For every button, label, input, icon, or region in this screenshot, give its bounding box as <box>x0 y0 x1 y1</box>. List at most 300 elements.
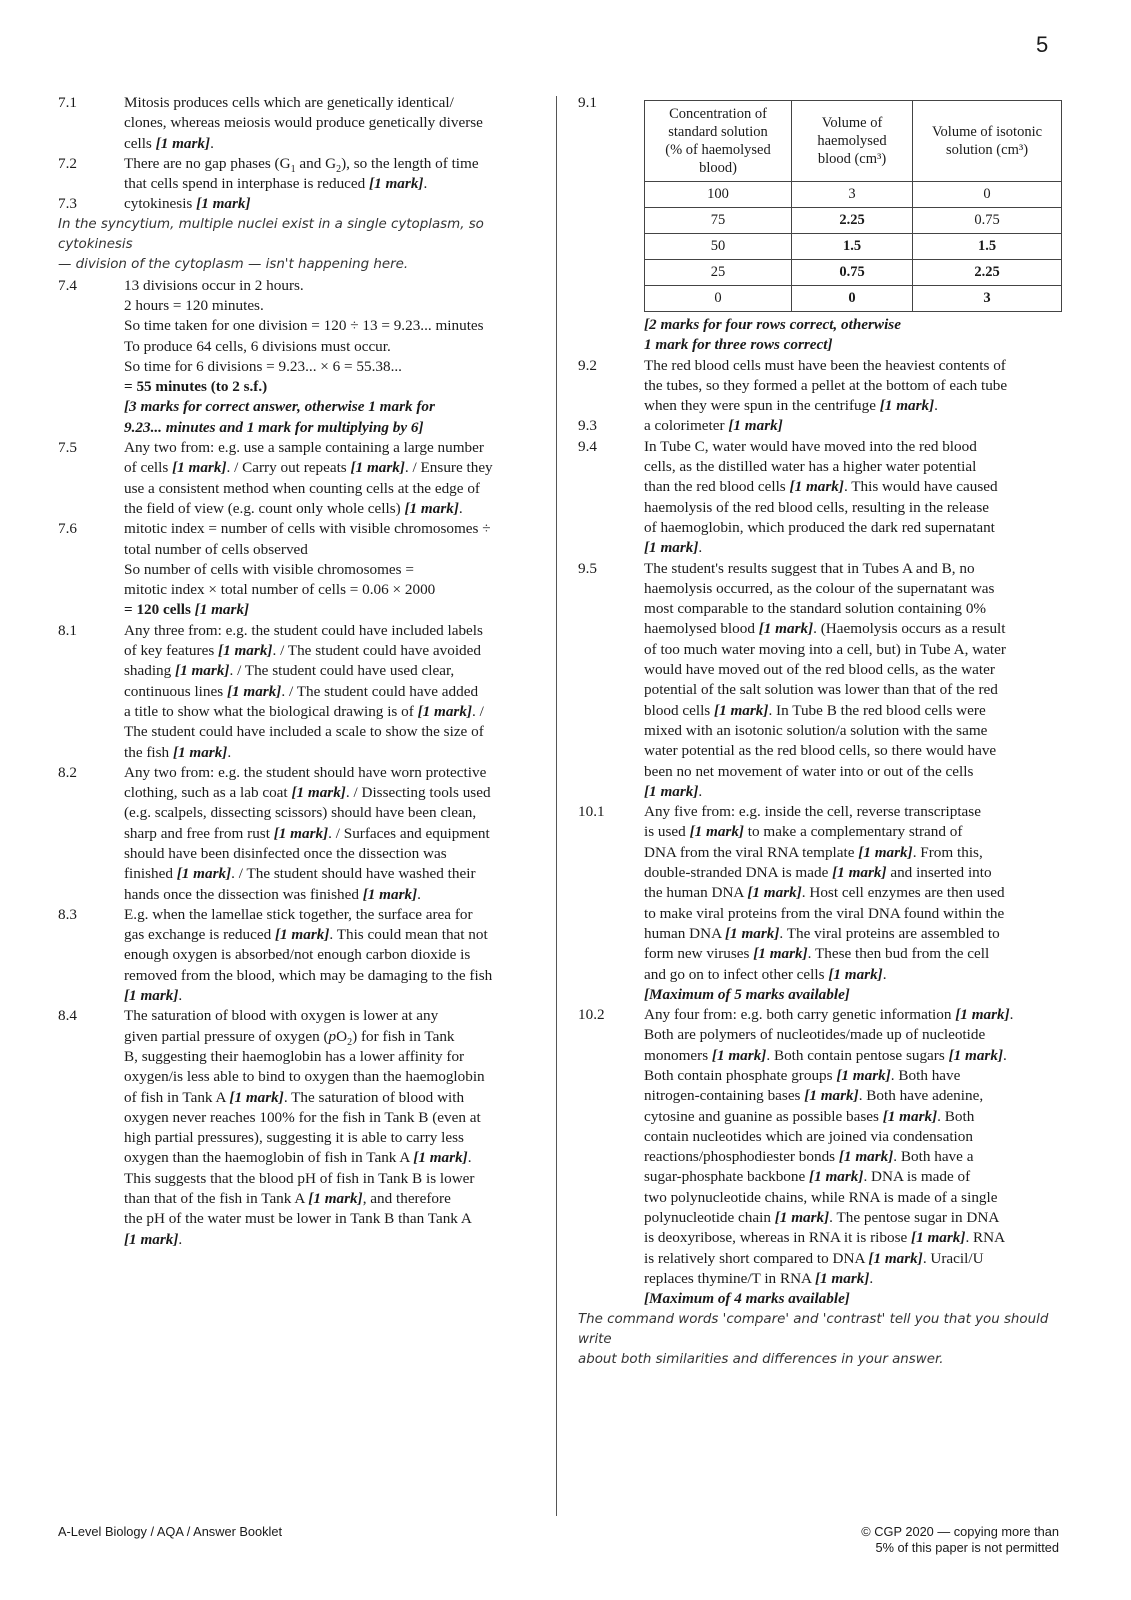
table-cell: 1.5 <box>792 234 913 260</box>
answer-line <box>644 498 1078 518</box>
answer-line <box>644 863 1078 883</box>
answer-body <box>124 276 540 438</box>
answer-body <box>124 905 540 1006</box>
answer-text: The student could have included a scale to show the size of <box>124 723 484 741</box>
table-cell: 0.75 <box>792 260 913 286</box>
answer-text: E.g. when the lamellae stick together, the surface area for <box>124 905 473 923</box>
answer-text: . / The student could have avoided <box>272 642 481 660</box>
answer-text: shading <box>124 662 176 680</box>
answer-line <box>124 296 540 316</box>
mark-allocation: [1 mark] <box>404 499 459 517</box>
answer-line <box>644 762 1078 782</box>
header-line: Volume of isotonic <box>931 124 1043 140</box>
answer-item <box>58 438 540 519</box>
answer-item <box>58 763 540 905</box>
answer-text: . / The student could have used clear, <box>229 662 455 680</box>
column-header <box>645 101 792 182</box>
mark-allocation: [1 mark] <box>417 702 472 720</box>
answer-text: . DNA is made of <box>863 1168 971 1186</box>
mark-allocation: [1 mark] <box>868 1249 923 1267</box>
mark-allocation: 9.23... minutes and 1 mark for multiplying by 6] <box>124 418 424 436</box>
answer-line <box>124 641 540 661</box>
answer-text: To produce 64 cells, 6 divisions must occur. <box>124 337 391 355</box>
note-line: about both similarities and differences in your answer. <box>578 1352 944 1368</box>
table-row <box>645 234 1062 260</box>
answer-text: . <box>417 885 421 903</box>
mark-allocation: [1 mark] <box>155 134 211 152</box>
answer-text: that cells spend in interphase is reduced <box>124 175 370 193</box>
question-number: 9.3 <box>578 417 597 435</box>
final-answer: = 55 minutes (to 2 s.f.) <box>124 378 268 396</box>
answer-text: cytosine and guanine as possible bases <box>644 1107 883 1125</box>
mark-allocation: 1 mark for three rows correct] <box>644 336 833 354</box>
mark-allocation: [1 mark] <box>774 1209 830 1227</box>
answer-text: hands once the dissection was finished <box>124 885 363 903</box>
answer-line <box>644 1249 1078 1269</box>
answer-body <box>124 763 540 905</box>
question-number: 10.1 <box>578 803 605 821</box>
answer-text: blood cells <box>644 701 715 719</box>
answer-line <box>124 864 540 884</box>
answer-text: . (Haemolysis occurs as a result <box>813 620 1006 638</box>
answer-line <box>124 1148 540 1168</box>
page-number: 5 <box>1036 32 1049 57</box>
answer-text: the tubes, so they formed a pellet at the bottom of each tube <box>644 376 1008 394</box>
answer-item <box>58 621 540 763</box>
answer-line <box>124 276 540 296</box>
question-number: 7.3 <box>58 195 77 213</box>
answer-line <box>644 1127 1078 1147</box>
answer-line <box>644 802 1078 822</box>
answer-body <box>644 559 1078 803</box>
question-number: 8.1 <box>58 621 77 639</box>
mark-allocation: [1 mark] <box>172 743 228 761</box>
answer-line <box>124 621 540 641</box>
answer-line <box>124 194 540 214</box>
answer-line <box>124 418 540 438</box>
answer-line <box>124 702 540 722</box>
table-row <box>645 286 1062 312</box>
answer-body <box>124 1006 540 1250</box>
answer-text: mixed with an isotonic solution/a solution with the same <box>644 721 988 739</box>
answer-text: ), so the length of time <box>341 154 479 172</box>
answer-line <box>124 1189 540 1209</box>
answer-text: the fish <box>124 743 173 761</box>
answer-line <box>644 437 1078 457</box>
header-line: (% of haemolysed <box>665 142 771 158</box>
mark-allocation: [1 mark] <box>413 1149 468 1167</box>
answer-text: two polynucleotide chains, while RNA is made of a single <box>644 1188 998 1206</box>
table-cell: 0 <box>645 286 792 312</box>
answer-line <box>644 1005 1078 1025</box>
answer-text: . This could mean that not <box>329 926 488 944</box>
column-divider <box>556 96 557 1516</box>
answer-line <box>644 538 1078 558</box>
answer-line <box>644 579 1078 599</box>
answer-line <box>124 174 540 194</box>
note-line: In the syncytium, multiple nuclei exist in a single cytoplasm, so cytokinesis <box>58 216 484 253</box>
answer-text: Both are polymers of nucleotides/made up of nucleotide <box>644 1026 986 1044</box>
mark-allocation: [1 mark] <box>226 682 282 700</box>
mark-allocation: [1 mark] <box>124 1230 179 1248</box>
answer-line <box>124 316 540 336</box>
answer-text: . <box>1009 1006 1014 1024</box>
answer-line <box>644 1228 1078 1248</box>
answer-line <box>644 822 1078 842</box>
answer-text: . <box>178 987 183 1005</box>
table-cell: 3 <box>792 182 913 208</box>
question-number: 10.2 <box>578 1006 605 1024</box>
answer-line <box>124 499 540 519</box>
answer-line <box>124 1230 540 1250</box>
answer-text: Any two from: e.g. use a sample containing a large number <box>124 439 484 457</box>
answer-line <box>644 619 1078 639</box>
answer-item <box>578 416 1078 436</box>
mark-allocation: [1 mark] <box>644 539 699 557</box>
answer-line <box>124 1047 540 1067</box>
answer-text: cells <box>124 134 156 152</box>
answer-item <box>578 93 1078 356</box>
answer-text: form new viruses <box>644 945 754 963</box>
table-cell: 25 <box>645 260 792 286</box>
answer-text: gas exchange is reduced <box>124 926 275 944</box>
answer-text: Mitosis produces cells which are genetically identical/ <box>124 94 454 111</box>
answer-line <box>644 721 1078 741</box>
answer-text: So time for 6 divisions = 9.23... × 6 = 55.38... <box>124 357 402 375</box>
answer-text: . / The student could have added <box>281 682 479 700</box>
answer-line <box>124 885 540 905</box>
answer-text: the field of view (e.g. count only whole cells) <box>124 499 405 517</box>
answer-line <box>124 844 540 864</box>
mark-allocation: [1 mark] <box>172 459 227 477</box>
answer-line <box>124 337 540 357</box>
answer-line <box>644 782 1078 802</box>
answer-line <box>124 458 540 478</box>
answer-line <box>124 397 540 417</box>
mark-allocation: [1 mark] <box>832 864 887 882</box>
mark-allocation: [1 mark] <box>194 601 250 619</box>
mark-allocation: [2 marks for four rows correct, otherwise <box>644 316 901 333</box>
table-cell: 2.25 <box>792 208 913 234</box>
answer-line <box>124 783 540 803</box>
answer-text: . Both have adenine, <box>858 1087 984 1105</box>
answer-text: of fish in Tank A <box>124 1088 230 1106</box>
answer-text: . RNA <box>965 1229 1006 1247</box>
answer-text: . Both have <box>890 1066 961 1084</box>
answer-text: . / Dissecting tools used <box>345 784 491 802</box>
header-line: Volume of <box>821 115 883 131</box>
answer-text: should have been disinfected once the dissection was <box>124 844 447 862</box>
answer-item <box>58 1006 540 1250</box>
answer-text: is deoxyribose, whereas in RNA it is ribose <box>644 1229 912 1247</box>
answer-text: . <box>458 499 463 517</box>
answer-text: (e.g. scalpels, dissecting scissors) should have been clean, <box>124 804 477 822</box>
mark-allocation: [1 mark] <box>814 1269 870 1287</box>
answer-item <box>58 93 540 154</box>
answer-body <box>644 437 1078 559</box>
answer-line <box>124 661 540 681</box>
answer-text: . / Ensure they <box>404 459 493 477</box>
examiner-note <box>578 1310 1078 1371</box>
answer-text: B, suggesting their haemoglobin has a lower affinity for <box>124 1047 465 1065</box>
answer-line <box>644 1066 1078 1086</box>
answer-item <box>58 905 540 1006</box>
answer-text: polynucleotide chain <box>644 1209 775 1227</box>
answer-text: monomers <box>644 1046 712 1064</box>
answer-line <box>124 560 540 580</box>
mark-allocation: [1 mark] <box>789 478 844 496</box>
answer-line <box>644 1147 1078 1167</box>
answer-body <box>124 621 540 763</box>
answer-body <box>124 93 540 154</box>
answer-line <box>644 924 1078 944</box>
answer-text: oxygen than the haemoglobin of fish in Tank A <box>124 1149 414 1167</box>
answer-text: and go on to infect other cells <box>644 965 829 983</box>
column-header <box>792 101 913 182</box>
answer-text: . <box>227 743 232 761</box>
answer-text: . Both <box>937 1107 975 1125</box>
answer-item <box>58 194 540 214</box>
question-number: 9.2 <box>578 356 597 374</box>
answer-text: . These then bud from the cell <box>807 945 990 963</box>
answer-text: . <box>869 1269 874 1287</box>
header-line: standard solution <box>668 124 768 140</box>
answer-line <box>644 1046 1078 1066</box>
answer-text: a title to show what the biological drawing is of <box>124 702 418 720</box>
answer-line <box>644 1208 1078 1228</box>
answer-text: to make a complementary strand of <box>743 823 963 841</box>
mark-allocation: [1 mark] <box>175 662 230 680</box>
mark-allocation: [1 mark] <box>948 1046 1003 1064</box>
answer-text: clothing, such as a lab coat <box>124 784 292 802</box>
answer-body <box>644 93 1078 356</box>
answer-text: of cells <box>124 459 173 477</box>
question-number: 7.6 <box>58 520 77 538</box>
answer-line <box>124 905 540 925</box>
answer-line <box>644 883 1078 903</box>
answer-text: Any two from: e.g. the student should have worn protective <box>124 763 487 781</box>
answer-text: sugar-phosphate backbone <box>644 1168 810 1186</box>
answer-text: . <box>210 134 214 152</box>
question-number: 7.4 <box>58 276 77 294</box>
answer-body <box>644 356 1078 417</box>
table-cell: 0.75 <box>913 208 1062 234</box>
answer-text: oxygen never reaches 100% for the fish in Tank B (even at <box>124 1108 481 1126</box>
question-number: 8.3 <box>58 905 77 923</box>
mark-allocation: [1 mark] <box>124 987 179 1005</box>
answer-item <box>578 356 1078 417</box>
mark-allocation: [1 mark] <box>644 782 699 800</box>
table-cell: 1.5 <box>913 234 1062 260</box>
table-row <box>645 208 1062 234</box>
answer-line <box>124 154 540 174</box>
answer-item <box>578 1005 1078 1309</box>
answer-line <box>644 457 1078 477</box>
answer-line <box>124 1209 540 1229</box>
answer-text: . / Surfaces and equipment <box>328 824 490 842</box>
answer-text: So time taken for one division = 120 ÷ 13 = 9.23... minutes <box>124 317 484 335</box>
question-number: 7.1 <box>58 94 77 111</box>
subscript: 2 <box>336 163 342 175</box>
table-cell: 2.25 <box>913 260 1062 286</box>
mark-allocation: [1 mark] <box>725 924 780 942</box>
answer-text: contain nucleotides which are joined via condensation <box>644 1127 973 1145</box>
answer-line <box>124 925 540 945</box>
answer-line <box>124 134 540 154</box>
answer-text: . The viral proteins are assembled to <box>779 924 1000 942</box>
header-line: solution (cm³) <box>945 142 1029 158</box>
header-line: blood (cm³) <box>817 151 887 167</box>
note-line: — division of the cytoplasm — isn't happening here. <box>58 257 409 273</box>
answer-text: given partial pressure of oxygen ( <box>124 1027 329 1045</box>
answer-text: Any three from: e.g. the student could have included labels <box>124 621 483 639</box>
examiner-note <box>58 215 540 276</box>
mark-allocation: [1 mark] <box>758 620 814 638</box>
answer-line <box>124 743 540 763</box>
answer-text: The student's results suggest that in Tubes A and B, no <box>644 559 975 577</box>
mark-allocation: [1 mark] <box>308 1190 363 1208</box>
answer-text: O <box>336 1027 348 1045</box>
answer-text: the pH of the water must be lower in Tank B than Tank A <box>124 1210 472 1228</box>
answer-text: . The pentose sugar in DNA <box>829 1209 1000 1227</box>
answer-text: . This would have caused <box>843 478 998 496</box>
answer-text: mitotic index × total number of cells = 0.06 × 2000 <box>124 581 436 599</box>
mark-allocation: [1 mark] <box>273 824 329 842</box>
mark-allocation: [1 mark] <box>369 175 424 193</box>
column-header <box>913 101 1062 182</box>
answer-text: is relatively short compared to DNA <box>644 1249 869 1267</box>
answer-text: , and therefore <box>362 1190 451 1208</box>
answer-text: . <box>423 175 428 193</box>
answer-text: In Tube C, water would have moved into the red blood <box>644 437 977 455</box>
answer-line <box>644 396 1078 416</box>
answer-text: ) for fish in Tank <box>352 1027 455 1045</box>
mark-allocation: [1 mark] <box>838 1148 894 1166</box>
answer-text: double-stranded DNA is made <box>644 864 833 882</box>
answer-line <box>124 1006 540 1026</box>
answer-text: . <box>882 965 887 983</box>
answer-text: than that of the fish in Tank A <box>124 1190 309 1208</box>
mark-allocation: [Maximum of 5 marks available] <box>644 985 850 1003</box>
answer-text: . <box>698 539 703 557</box>
answer-line <box>124 1108 540 1128</box>
table-cell: 3 <box>913 286 1062 312</box>
answer-text: replaces thymine/T in RNA <box>644 1269 815 1287</box>
answer-text: a colorimeter <box>644 417 729 435</box>
answer-text: There are no gap phases (G <box>124 154 291 172</box>
answer-line <box>644 965 1078 985</box>
right-column <box>578 93 1078 1370</box>
answer-text: than the red blood cells <box>644 478 790 496</box>
answer-text: cytokinesis <box>124 195 197 213</box>
answer-item <box>578 802 1078 1005</box>
answer-line <box>124 93 540 113</box>
question-number: 9.1 <box>578 94 597 111</box>
answer-body <box>644 802 1078 1005</box>
mark-allocation: [1 mark] <box>955 1006 1010 1024</box>
footer-title: A-Level Biology / AQA / Answer Booklet <box>58 1524 283 1539</box>
mark-allocation: [1 mark] <box>274 926 330 944</box>
mark-allocation: [1 mark] <box>176 865 232 883</box>
table-cell: 50 <box>645 234 792 260</box>
answer-line <box>644 559 1078 579</box>
answer-item <box>578 437 1078 559</box>
answer-line <box>644 1269 1078 1289</box>
answer-line <box>124 357 540 377</box>
answer-line <box>124 722 540 742</box>
answer-line <box>644 680 1078 700</box>
mark-allocation: [1 mark] <box>218 642 273 660</box>
mark-allocation: [1 mark] <box>714 701 769 719</box>
question-number: 8.2 <box>58 763 77 781</box>
answer-text: sharp and free from rust <box>124 824 274 842</box>
answer-line <box>644 335 1078 355</box>
mark-allocation: [1 mark] <box>858 843 913 861</box>
answer-text: . / The student should have washed their <box>231 865 476 883</box>
answer-line <box>124 966 540 986</box>
answer-line <box>124 377 540 397</box>
answer-line <box>644 1025 1078 1045</box>
answer-text: Any five from: e.g. inside the cell, reverse transcriptase <box>644 803 981 821</box>
header-line: blood) <box>699 160 737 176</box>
answer-text: finished <box>124 865 177 883</box>
mark-allocation: [1 mark] <box>804 1087 859 1105</box>
answer-body <box>644 1005 1078 1309</box>
answer-text: and G <box>295 154 337 172</box>
answer-text: Both contain phosphate groups <box>644 1066 837 1084</box>
italic-symbol: p <box>328 1027 337 1045</box>
answer-text: of key features <box>124 642 219 660</box>
header-line: haemolysed <box>817 133 887 149</box>
answer-text: removed from the blood, which may be damaging to the fish <box>124 966 493 984</box>
answer-item <box>58 154 540 195</box>
answer-line <box>124 519 540 539</box>
table-cell: 100 <box>645 182 792 208</box>
answer-body <box>644 416 1078 436</box>
answer-text: . Host cell enzymes are then used <box>801 884 1005 902</box>
mark-allocation: [1 mark] <box>753 945 808 963</box>
answer-item <box>58 276 540 438</box>
answer-line <box>644 315 1078 335</box>
answer-line <box>124 945 540 965</box>
answer-line <box>124 1027 540 1047</box>
answer-text: the human DNA <box>644 884 748 902</box>
answer-line <box>124 1067 540 1087</box>
answer-text: . <box>934 397 938 415</box>
footer-copyright <box>861 1524 1059 1556</box>
mark-allocation: [1 mark] <box>747 884 802 902</box>
answer-text: total number of cells observed <box>124 540 308 558</box>
answer-line <box>124 986 540 1006</box>
answer-line <box>124 540 540 560</box>
answer-line <box>644 741 1078 761</box>
answer-text: . Both have a <box>893 1148 974 1166</box>
answer-line <box>644 985 1078 1005</box>
mark-allocation: [1 mark] <box>711 1046 767 1064</box>
answer-text: enough oxygen is absorbed/not enough carbon dioxide is <box>124 946 471 964</box>
answer-text: mitotic index = number of cells with visible chromosomes ÷ <box>124 520 491 538</box>
mark-allocation: [1 mark] <box>809 1168 864 1186</box>
answer-text: haemolysed blood <box>644 620 759 638</box>
copyright-line: 5% of this paper is not permitted <box>875 1540 1059 1555</box>
answer-line <box>644 477 1078 497</box>
answer-text: of haemoglobin, which produced the dark red supernatant <box>644 518 995 536</box>
answer-text: . Uracil/U <box>922 1249 984 1267</box>
answer-text: would have moved out of the red blood cells, as the water <box>644 661 995 679</box>
question-number: 7.5 <box>58 439 77 457</box>
answer-body <box>124 519 540 620</box>
answer-text: DNA from the viral RNA template <box>644 843 859 861</box>
